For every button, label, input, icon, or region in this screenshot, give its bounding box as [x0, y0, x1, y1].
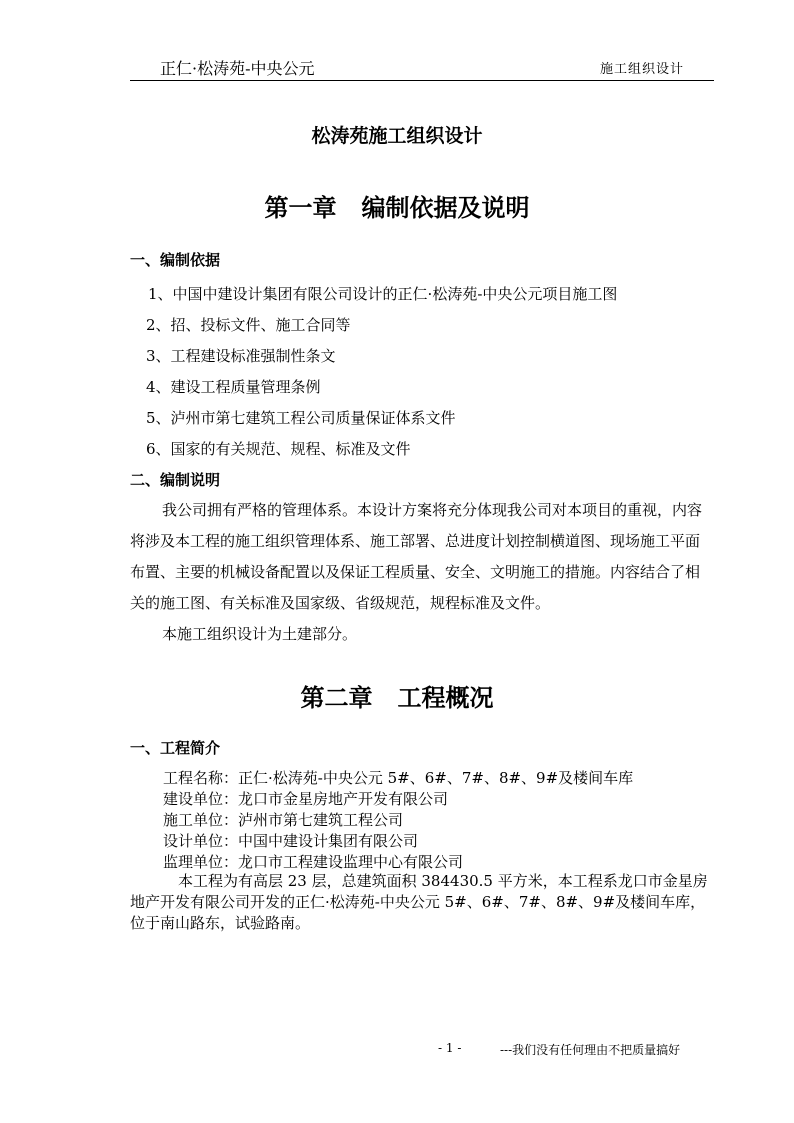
explanation-paragraph-1: 我公司拥有严格的管理体系。本设计方案将充分体现我公司对本项目的重视，内容将涉及本工程的施工组织管理体系、施工部署、总进度计划控制横道图、现场施工平面布置、主要的机械设备配置以及保证工程质量、安全、文明施工的措施。内容结合了相关的施工图、有关标准及国家级、省级规范，规程标准及文件。: [130, 501, 703, 612]
header-doc-type: 施工组织设计: [599, 62, 684, 77]
section-explanation-heading: 二、编制说明: [130, 471, 221, 489]
section-project-intro-heading: 一、工程简介: [130, 739, 221, 757]
footer-motto: ---我们没有任何理由不把质量搞好: [500, 1043, 681, 1057]
page-header: [130, 56, 714, 81]
info-designer: 设计单位：中国中建设计集团有限公司: [163, 832, 419, 850]
project-description: 本工程为有高层 23 层，总建筑面积 384430.5 平方米，本工程系龙口市金星房地产开发有限公司开发的正仁·松涛苑-中央公元 5#、6#、7#、8#、9#及楼间车库，位于南山路东，试验路南。: [130, 872, 708, 932]
document-title: 松涛苑施工组织设计: [311, 125, 483, 147]
explanation-paragraph-2: 本施工组织设计为土建部分。: [162, 625, 358, 643]
basis-item-4: 4、建设工程质量管理条例: [146, 378, 321, 396]
section-basis-heading: 一、编制依据: [130, 251, 221, 269]
info-supervisor: 监理单位：龙口市工程建设监理中心有限公司: [163, 853, 464, 871]
page-number: - 1 -: [438, 1041, 462, 1055]
info-contractor: 施工单位：泸州市第七建筑工程公司: [163, 811, 404, 829]
info-developer: 建设单位：龙口市金星房地产开发有限公司: [163, 790, 449, 808]
basis-item-1: 1、中国中建设计集团有限公司设计的正仁·松涛苑-中央公元项目施工图: [148, 285, 618, 303]
basis-item-2: 2、招、投标文件、施工合同等: [146, 316, 351, 334]
chapter-2-title: 第二章 工程概况: [300, 683, 494, 712]
info-project-name: 工程名称：正仁·松涛苑-中央公元 5#、6#、7#、8#、9#及楼间车库: [163, 769, 634, 787]
basis-item-5: 5、泸州市第七建筑工程公司质量保证体系文件: [146, 409, 456, 427]
header-project-name: 正仁·松涛苑-中央公元: [160, 59, 315, 78]
basis-item-3: 3、工程建设标准强制性条文: [146, 347, 336, 365]
basis-item-6: 6、国家的有关规范、规程、标准及文件: [146, 440, 411, 458]
chapter-1-title: 第一章 编制依据及说明: [264, 193, 530, 222]
